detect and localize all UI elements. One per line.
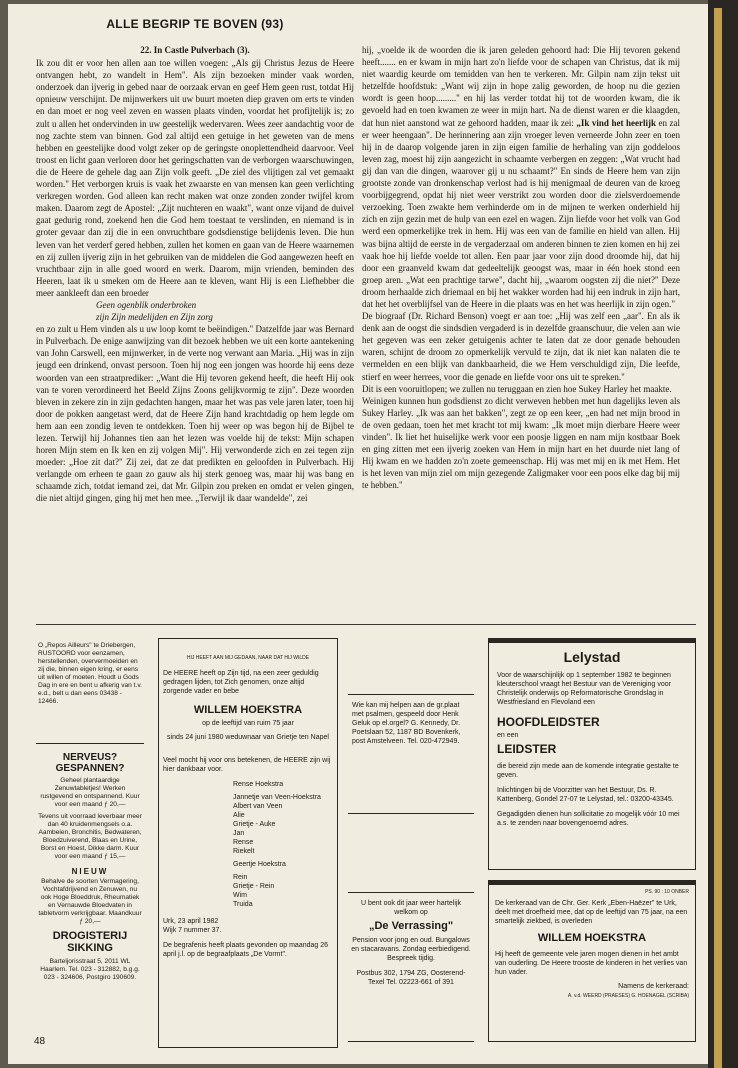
ad-text: Geheel plantaardige Zenuwtabletjes! Werken rustgevend en ontspannend. Kuur voor een maand ƒ 20,—: [40, 777, 140, 808]
family-member: Truida: [233, 901, 253, 908]
article-paragraph: Dit is een vooruitlopen; we zullen nu teruggaan en zien hoe Sukey Harley het maakte.: [362, 383, 672, 394]
notice-name: WILLEM HOEKSTRA: [537, 932, 647, 944]
ad-role: HOOFDLEIDSTER: [497, 715, 600, 729]
family-member: Grietje - Auke: [233, 821, 276, 828]
ad-text: Voor de waarschijnlijk op 1 september 1982 te beginnen kleuterschool vraagt het Bestuur van de Vereniging voor Christelijk onderwijs op Reformatorische Grondslag in Westfriesland en Flevoland een: [497, 672, 671, 706]
family-member: Grietje - Rein: [233, 883, 275, 890]
ad-death-notice: [158, 638, 338, 1048]
ad-kerkeraad-notice: [488, 880, 696, 1042]
notice-quote: HIJ HEEFT AAN MIJ GEDAAN, NAAR DAT HIJ WILDE: [186, 655, 310, 661]
notice-text: De HEERE heeft op Zijn tijd, na een zeer geduldig gedragen lijden, tot Zich genomen, onze altijd zorgende vader en bebe: [163, 670, 319, 695]
book-spine-edge: [714, 8, 722, 1068]
poem-line: zijn Zijn medelijden en Zijn zorg: [96, 312, 213, 323]
family-member: Rense Hoekstra: [233, 781, 284, 788]
poem-line: Geen ogenblik onderbroken: [96, 299, 197, 310]
section-divider: [36, 624, 696, 625]
notice-psalm: PS. 90 : 10 ONBER: [645, 889, 689, 895]
ad-address: Postbus 302, 1794 ZG, Oosterend-Texel Tel. 02223-661 of 391: [356, 970, 466, 986]
ad-heading: NIEUW: [71, 867, 109, 876]
ad-text: die bereid zijn mede aan de komende integratie gestalte te geven.: [497, 763, 679, 779]
notice-signatories: A. v.d. WEERD (PRAESES) G. HOENAGEL (SCRIBA): [567, 993, 689, 999]
ad-address: Barteljorisstraat 5, 2011 WL Haarlem. Tel. 023 - 312882, b.g.g. 023 - 324606, Postgiro 190609.: [40, 958, 140, 981]
ad-brand: „De Verrassing": [368, 920, 454, 932]
article-text: hij, „voelde ik de woorden die ik jaren geleden gehoord had: Die Hij tevoren gekend heeft....... en er kwam in mijn hart zo'n liefde voor de schapen van Christus, dat ik mij niet waardig keurde om temidden van hen te verkeren. Mr. Gilpin nam zijn tekst uit hetzelfde hoofdstuk: „Want wij zijn in hope zalig geworden, de hoop nu die gezien wordt is geen hoop........." en hij las verder totdat hij tot de woorden kwam, die ik gevoeld had en toen kwamen ze weer in mijn hart. Na de dienst waren er die klaagden, dat hun niet aanstond wat ze gehoord hadden, maar ik zei:: [362, 45, 680, 128]
ad-text: Inlichtingen bij de Voorzitter van het Bestuur, Ds. R. Kattenberg, Gondel 27-07 te Lelystad, tel.: 03200-43345.: [497, 787, 674, 803]
family-member: Jannetje van Veen-Hoekstra: [233, 794, 321, 801]
newspaper-page: [8, 4, 708, 1064]
article-title: ALLE BEGRIP TE BOVEN (93): [106, 17, 284, 31]
notice-text: De kerkeraad van de Chr. Ger. Kerk „Eben-Haëzer" te Urk, deelt met droefheid mee, dat op de leeftijd van 75 jaar, na een smartelijk ziekbed, is overleden: [495, 900, 688, 925]
ad-text: Gegadigden dienen hun sollicitatie zo mogelijk vóór 10 mei a.s. te zenden naar bovengenoemd adres.: [497, 811, 680, 827]
ad-repos-ailleurs: O „Repos Ailleurs" te Driebergen, RUSTOORD voor eenzamen, herstellenden, oververmoeiden en zij die, binnen eigen kring, er eens uit willen of moeten. Houdt u Gods Dag in ere en bent u afkerig van t.v. e.d., belt u dan eens 03438 - 12466.: [36, 638, 144, 744]
ad-drogisterij-sikking: [36, 748, 144, 1046]
ad-kennedy: [348, 694, 474, 814]
ad-brand: DROGISTERIJ SIKKING: [52, 930, 128, 954]
family-member: Rense: [233, 839, 254, 846]
article-paragraph: en zo zult u Hem vinden als u uw loop komt te beëindigen." Datzelfde jaar was Bernard in Pulverbach. De enige aanwijzing van dit bezoek hebben we uit een korte aantekening van John Carswell, een mijnwerker, in de verte nog verwant aan Maria. „Hij was in zijn jeugd een drinkend, onvast persoon. Toen hij nog een jongen was hoorde hij eens deze woorden van een straatprediker: „Want die Hij tevoren gekend heeft, die heeft Hij ook van te voren verordineerd het Beeld Zijns Zoons gelijkvormig te zijn". Deze woorden bleven in zekere zin in zijn gedachten hangen, maar het was pas vele jaren later, toen hij door de pokken aangetast werd, dat de Heere Zijn hand krachtdadig op hem legde om hem aan een zondig leven te ontdekken. Toen hij weer op was begon hij de Bijbel te lezen. Terwijl hij Johannes tien aan het lezen was voelde hij de tekst: Mijn schapen horen Mijn stem en Ik ken en zij volgen Mij". Hij verwonderde zich en zei tegen zijn moeder: „Hoe zit dat?" Zij zei, dat ze dat predikten en geloofden in Pulverbach. Hij verlangde om erheen te gaan zo gauw als hij sterk genoeg was, maar hij was bang en schaamde zich, totdat iemand zei, dat Mr. Gilpin zou preken en omdat er velen gingen, die niet altijd gingen, ging hij met hen mee. „Terwijl ik daar wandelde", zei: [36, 324, 354, 504]
family-member: Wim: [233, 892, 247, 899]
ad-text: Pension voor jong en oud. Bungalows en stacaravans. Zondag eerbiedigend. Bespreek tijdig.: [351, 937, 471, 962]
notice-name: WILLEM HOEKSTRA: [193, 704, 303, 716]
article-column-left: [36, 44, 354, 604]
ad-text: U bent ook dit jaar weer hartelijk welkom op: [361, 900, 461, 916]
emphasis-text: „Ik vind het heerlijk: [576, 117, 656, 128]
family-member: Riekelt: [233, 848, 255, 855]
page-number: 48: [34, 1036, 46, 1047]
family-member: Geertje Hoekstra: [233, 861, 286, 868]
notice-text: sinds 24 juni 1980 weduwnaar van Grietje ten Napel: [167, 734, 329, 741]
article-paragraph: [362, 44, 680, 310]
book-spine: [708, 0, 738, 1068]
ad-text: Wie kan mij helpen aan de gr.plaat met psalmen, gespeeld door Henk Geluk op el.orgel? G. Kennedy, Dr. Poetslaan 52, 1187 BD Bovenkerk, post Amstelveen. Tel. 020-472949.: [352, 702, 461, 745]
notice-text: Hij heeft de gemeente vele jaren mogen dienen in het ambt van ouderling. De Heere trooste de kinderen in het verlies van hun vader.: [495, 951, 688, 976]
family-member: Rein: [233, 874, 248, 881]
notice-sign: Namens de kerkeraad:: [618, 983, 689, 990]
article-subtitle: 22. In Castle Pulverbach (3).: [140, 45, 250, 55]
family-member: Alie: [233, 812, 245, 819]
notice-address: Wijk 7 nummer 37.: [163, 927, 222, 934]
notice-text: Veel mocht hij voor ons betekenen, de HEERE zijn wij hier dankbaar voor.: [163, 757, 331, 773]
article-text: en zal er weer heengaan". De herinnering aan zijn vroeger leven verneerde John zeer en toen hij in de daarop volgende jaren in zijn eigen familie de herhaling van zijn goddeloos leven zag, moest hij zijn aangezicht in schaamte verbergen en zeggen: „Wat vrucht had gij dan van die dingen, waarover gij u nu schaamt?" En sinds de Heere hem van zijn grootste zonde van dronkenschap verlost had is hij menigmaal de deuren van de kroeg voorbijgegrend, opdat hij niet weer verstrikt zou worden door die zielsverdoemende verzoeking. Toen zwakte hem verhinderde om in de mijnen te werken onderhield hij zich en zijn gezin met de hulp van een ezel en wagen. Zijn liefde voor het volk van God werd een opmerkelijke trek in hem. Hij was een van de familie en hield van allen. Hij was bijna altijd de eerste in de vergaderzaal om anderen binnen te zien komen en hij zei vaak hoe hij liefde voelde tot allen. Een paar jaar voor zijn dood droomde hij, dat hij door een graanveld kwam dat gedeeltelijk geoogst was, maar in één hoek stond een groep aren. „Wat een prachtige tarwe", dacht hij, „waarom oogsten zij die niet?" Deze droom herhaalde zich driemaal en bij het wakker worden had hij een indruk in zijn hart, dat het het overblijfsel van de Heere in die plaats was en het was heerlijk in zijn ogen.": [362, 117, 680, 309]
article-paragraph: De biograaf (Dr. Richard Benson) voegt er aan toe: „Hij was zelf een „aar". En als ik denk aan de oogst die sindsdien vergaderd is in dezelfde graanschuur, die velen aan wie het gegeven was een zeker getuigenis achter te laten dat ze door genade behouden waren, schijnt de droom zo opmerkelijk vervuld te zijn, dat ik niet kan nalaten die te vermelden en een blijk van dankbaarheid, die we Hem verschuldigd zijn, Die leefde, stierf en weer herrees, voor die genade en liefde voor ons uit te spreken.": [362, 311, 680, 382]
notice-funeral: De begrafenis heeft plaats gevonden op maandag 26 april j.l. op de begraafplaats „De Vormt".: [163, 942, 329, 958]
article-column-right: [362, 44, 680, 604]
family-member: Jan: [233, 830, 245, 837]
ad-role: LEIDSTER: [497, 742, 557, 756]
ad-de-verrassing: [348, 892, 474, 1042]
ad-text: en een: [497, 732, 519, 739]
ad-title: Lelystad: [563, 649, 621, 665]
ad-text: Tevens uit voorraad leverbaar meer dan 40 kruidenmengsels o.a. Aambeien, Bronchitis, Bedwateren, Bloedzuiverend, Blaas en Urine, Borst en Hoest, Dikke darm. Kuur voor een maand ƒ 15,—: [38, 813, 142, 860]
ad-column-left: [36, 638, 144, 1048]
ad-text: Behalve de soorten Vermagering, Vochtafdrijvend en Zenuwen, nu ook Hoge Bloeddruk, Rheumatiek en Vernauwde Bloedvaten in tabletvorm verkrijgbaar. Maandkuur ƒ 20,—: [38, 878, 142, 925]
article-paragraph: Weinigen kunnen hun godsdienst zo dicht verweven hebben met hun dagelijks leven als Sukey Harley. „Ik was aan het bakken", zegt ze op een keer, „en had net mijn brood in de oven gedaan, toen het met kracht tot mij kwam: „Ik moet mijn dierbare Heere weer vinden". Ik liet het huiselijke werk voor een poosje liggen en nam mijn kostbaar Boek en ging zitten met een ijverig zoeken van Hem in mijn hart en het duurde niet lang of Hij kwam en we hadden zo'n zoete gemeenschap. Hij was met mij en ik met Hem. Het is het leven van mijn ziel om mijn gezegende Zaligmaker voor een poos elke dag bij mij te hebben.": [362, 395, 680, 491]
notice-place-date: Urk, 23 april 1982: [163, 918, 219, 925]
notice-family-list: [163, 780, 333, 909]
ad-heading: NERVEUS? GESPANNEN?: [55, 752, 125, 774]
ad-lelystad-vacancy: [488, 638, 696, 870]
notice-text: op de leeftijd van ruim 75 jaar: [202, 720, 294, 727]
article-paragraph: Ik zou dit er voor hen allen aan toe willen voegen: „Als gij Christus Jezus de Heere ontvangen hebt, zo wandelt in Hem". Als zijn bezoeken minder vaak worden, onderzoek dan ijverig in gebed naar de oorzaak ervan en geef Hem geen rust, totdat Hij opnieuw verschijnt. De mijnwerkers uit uw buurt moeten diep graven om erts te vinden en dan moet er nog veel zeven en wassen plaats vinden, voordat het profijtelijk is; zo zult u allen het ondervinden in uw geestelijk wedervaren. Wees zeer aandachtig voor de nog zachte stem van binnen. God zal altijd een getuige in het geweten van de mens hebben en geestelijke dood volgt zeker op de geringste onoplettendheid daarvoor. Veel troost en licht gaan verloren door het geringschatten van de verborgen waarschuwingen, die de Heere de gehele dag aan Zijn volk geeft. „De ziel des vlijtigen zal vet gemaakt worden." Het verborgen kruis is vaak het zwaarste en van mensen kan geen verlichting verkregen worden. God alleen kan recht maken wat onze zonden zonder twijfel krom maken. Daarom zegt de Apostel: „Zijt nuchteren en waakt", want onze vijand de duivel gaat gedurig rond, zoekend hen die God hem toestaat te verslinden, en niemand is in groter gevaar dan zij die in een onvruchtbare godsdienstige belijdenis leven. Die hun leven van het verderf gered hebben, zullen het komen en gaan van de Heere waarnemen en zij zullen ijverig zijn in het gebruiken van de middelen die God aangewezen heeft en vruchtbaar zijn in alle goed woord en werk. Daarom, mijn vrienden, beminden des Heeren, laat ik u smeken om de Heere aan te kleven, want Hij is een Liefhebber die meer aankleeft dan een broeder: [36, 58, 354, 298]
family-member: Albert van Veen: [233, 803, 283, 810]
